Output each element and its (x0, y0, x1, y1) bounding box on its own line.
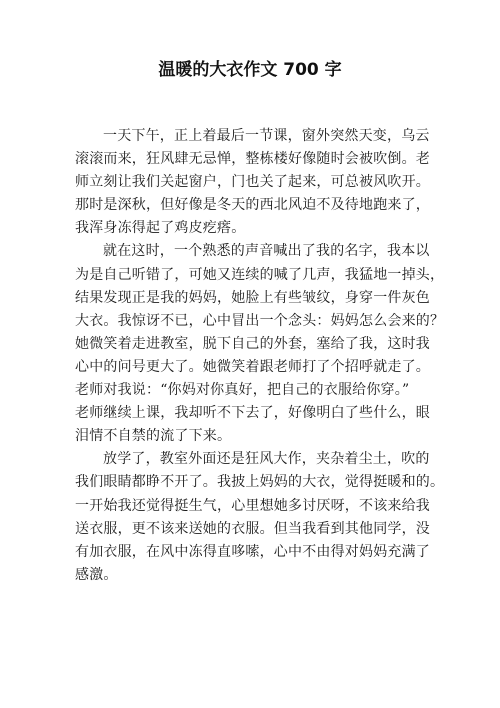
paragraph-1 (75, 125, 430, 240)
text-line: 老师对我说：“你妈对你真好，把自己的衣服给你穿。” (75, 382, 410, 399)
text-line: 一天下午，正上着最后一节课，窗外突然天变，乌云 (103, 128, 430, 144)
text-line: 一开始我还觉得挺生气，心里想她多讨厌呀，不该来给我 (75, 497, 430, 514)
text-line: 我们眼睛都睁不开了。我披上妈妈的大衣，觉得挺暖和的。 (75, 474, 445, 491)
paragraph-3 (75, 448, 445, 587)
text-line: 放学了，教室外面还是狂风大作，夹杂着尘土，吹的 (103, 451, 430, 468)
text-line: 心中的问号更大了。她微笑着跟老师打了个招呼就走了。 (75, 358, 430, 375)
text-line: 结果发现正是我的妈妈，她脸上有些皱纹，身穿一件灰色 (75, 289, 430, 306)
text-line: 滚滚而来，狂风肆无忌惮，整栋楼好像随时会被吹倒。老 (75, 151, 430, 168)
text-line: 就在这时，一个熟悉的声音喊出了我的名字，我本以 (103, 243, 430, 260)
text-line: 有加衣服，在风中冻得直哆嗦，心中不由得对妈妈充满了 (75, 543, 430, 560)
text-line: 我浑身冻得起了鸡皮疙瘩。 (75, 220, 246, 237)
text-line: 送衣服，更不该来送她的衣服。但当我看到其他同学，没 (75, 520, 430, 537)
text-line: 她微笑着走进教室，脱下自己的外套，塞给了我，这时我 (75, 335, 430, 352)
document-title: 温暖的大衣作文 700 字 (158, 60, 342, 80)
text-line: 为是自己听错了，可她又连续的喊了几声，我猛地一掉头， (75, 266, 445, 283)
text-line: 泪情不自禁的流了下来。 (75, 428, 232, 445)
text-line: 师立刻让我们关起窗户，门也关了起来，可总被风吹开。 (75, 174, 430, 191)
text-line: 那时是深秋，但好像是冬天的西北风迫不及待地跑来了， (75, 197, 430, 214)
document-body (75, 125, 445, 587)
paragraph-2 (75, 240, 445, 448)
text-line: 大衣。我惊讶不已，心中冒出一个念头：妈妈怎么会来的？ (75, 312, 445, 329)
text-line: 老师继续上课，我却听不下去了，好像明白了些什么，眼 (75, 405, 430, 422)
text-line: 感激。 (75, 566, 118, 583)
